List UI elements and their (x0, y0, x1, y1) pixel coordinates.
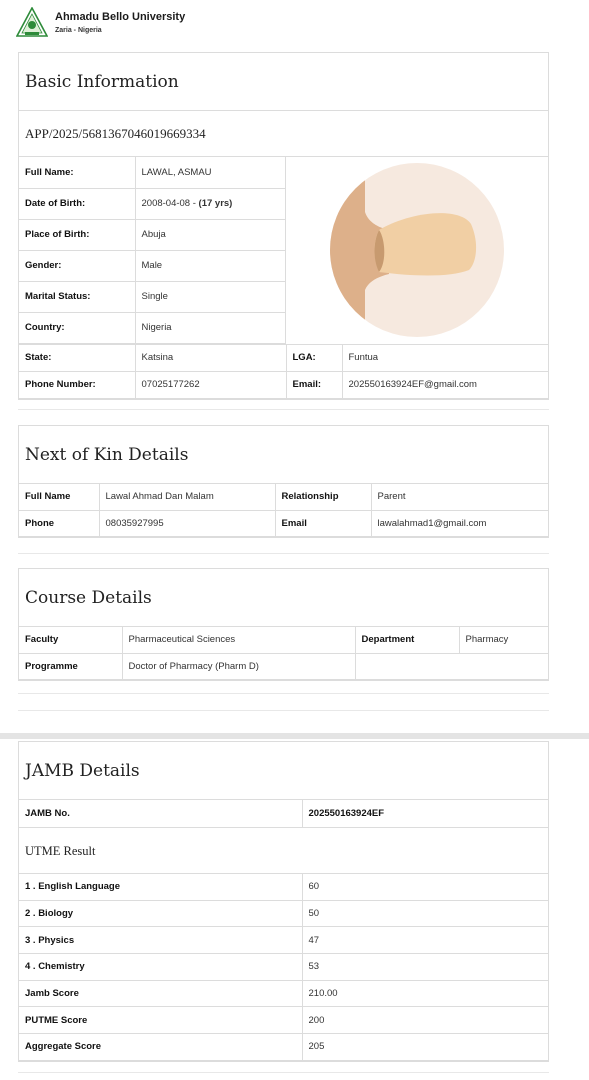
phone-number-label: Phone Number: (19, 371, 135, 398)
jamb-no-value: 202550163924EF (302, 800, 548, 827)
basic-info-table (19, 157, 285, 344)
contact-table (19, 344, 548, 399)
gender-value: Male (135, 250, 285, 281)
utme-result-table (19, 874, 548, 1061)
table-row (19, 484, 548, 510)
kin-email-value: lawalahmad1@gmail.com (371, 510, 548, 536)
jamb-score-value: 210.00 (302, 980, 548, 1007)
country-value: Nigeria (135, 312, 285, 343)
email-label: Email: (286, 371, 342, 398)
result-subject: 3 . Physics (19, 927, 302, 954)
table-row (19, 250, 285, 281)
country-label: Country: (19, 312, 135, 343)
university-location: Zaria - Nigeria (55, 27, 102, 34)
table-row (19, 281, 285, 312)
table-row (19, 927, 548, 954)
table-row (19, 1007, 548, 1034)
table-row (19, 219, 285, 250)
result-score: 50 (302, 900, 548, 927)
photo-cell (285, 157, 548, 344)
table-row (19, 344, 548, 371)
table-row (19, 980, 548, 1007)
department-label: Department (355, 627, 459, 653)
divider (18, 693, 549, 694)
university-name: Ahmadu Bello University (55, 11, 186, 23)
place-of-birth-label: Place of Birth: (19, 219, 135, 250)
programme-value: Doctor of Pharmacy (Pharm D) (122, 653, 355, 679)
table-row (19, 874, 548, 901)
jamb-score-label: Jamb Score (19, 980, 302, 1007)
table-row (19, 800, 548, 827)
result-score: 47 (302, 927, 548, 954)
jamb-details-card (18, 741, 549, 1062)
table-row (19, 653, 548, 679)
state-value: Katsina (135, 344, 286, 371)
department-value: Pharmacy (459, 627, 548, 653)
result-subject: 2 . Biology (19, 900, 302, 927)
dob-cell (135, 188, 285, 219)
result-subject: 4 . Chemistry (19, 954, 302, 981)
state-label: State: (19, 344, 135, 371)
lga-value: Funtua (342, 344, 548, 371)
kin-email-label: Email (275, 510, 371, 536)
next-of-kin-table (19, 484, 548, 537)
full-name-value: LAWAL, ASMAU (135, 157, 285, 188)
header (16, 6, 185, 40)
phone-number-value: 07025177262 (135, 371, 286, 398)
putme-score-label: PUTME Score (19, 1007, 302, 1034)
table-row (19, 1034, 548, 1061)
avatar-icon (329, 162, 505, 338)
table-row (19, 900, 548, 927)
kin-phone-label: Phone (19, 510, 99, 536)
table-row (19, 188, 285, 219)
result-score: 60 (302, 874, 548, 901)
kin-relationship-value: Parent (371, 484, 548, 510)
lga-label: LGA: (286, 344, 342, 371)
programme-label: Programme (19, 653, 122, 679)
table-row (19, 627, 548, 653)
table-row (19, 157, 285, 188)
course-details-card (18, 568, 549, 681)
kin-name-label: Full Name (19, 484, 99, 510)
marital-status-label: Marital Status: (19, 281, 135, 312)
result-score: 53 (302, 954, 548, 981)
email-value: 202550163924EF@gmail.com (342, 371, 548, 398)
gender-label: Gender: (19, 250, 135, 281)
page-break-band (0, 733, 589, 739)
marital-status-value: Single (135, 281, 285, 312)
kin-relationship-label: Relationship (275, 484, 371, 510)
next-of-kin-card (18, 425, 549, 538)
next-of-kin-title: Next of Kin Details (19, 426, 548, 484)
course-details-title: Course Details (19, 569, 548, 627)
aggregate-score-value: 205 (302, 1034, 548, 1061)
empty-cell (355, 653, 548, 679)
university-logo-icon (16, 7, 48, 39)
table-row (19, 312, 285, 343)
result-subject: 1 . English Language (19, 874, 302, 901)
aggregate-score-label: Aggregate Score (19, 1034, 302, 1061)
course-details-table (19, 627, 548, 680)
jamb-details-title: JAMB Details (19, 742, 548, 800)
table-row (19, 954, 548, 981)
basic-information-title: Basic Information (19, 53, 548, 111)
full-name-label: Full Name: (19, 157, 135, 188)
jamb-no-label: JAMB No. (19, 800, 302, 827)
kin-phone-value: 08035927995 (99, 510, 275, 536)
kin-name-value: Lawal Ahmad Dan Malam (99, 484, 275, 510)
divider (18, 409, 549, 410)
divider (18, 710, 549, 711)
faculty-value: Pharmaceutical Sciences (122, 627, 355, 653)
divider (18, 1072, 549, 1073)
table-row (19, 510, 548, 536)
dob-value: 2008-04-08 - (141, 198, 199, 209)
place-of-birth-value: Abuja (135, 219, 285, 250)
dob-label: Date of Birth: (19, 188, 135, 219)
basic-information-card (18, 52, 549, 400)
divider (18, 553, 549, 554)
table-row (19, 371, 548, 398)
utme-result-title: UTME Result (19, 828, 548, 874)
faculty-label: Faculty (19, 627, 122, 653)
putme-score-value: 200 (302, 1007, 548, 1034)
age-value: (17 yrs) (198, 198, 233, 209)
jamb-number-table (19, 800, 548, 828)
application-number: APP/2025/5681367046019669334 (19, 111, 548, 157)
